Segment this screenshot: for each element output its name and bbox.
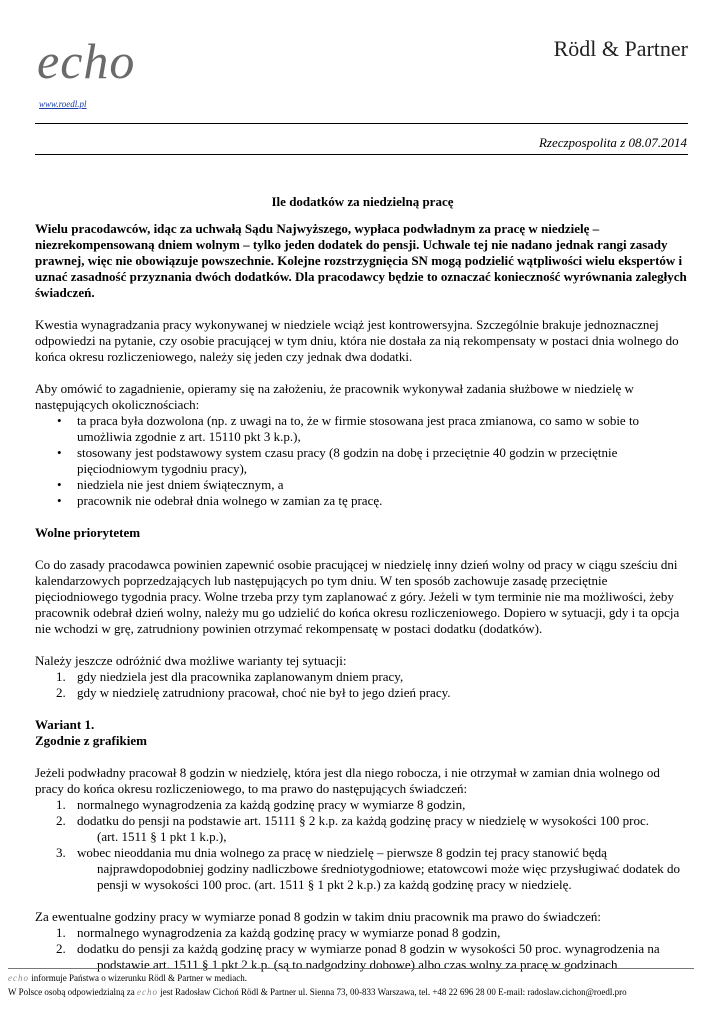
section-heading-wariant: Wariant 1. [35,717,95,732]
footer-line-1: echo informuje Państwa o wizerunku Rödl & Partner w mediach. [8,973,247,983]
list-item: • niedziela nie jest dniem świątecznym, a [57,477,284,492]
benefits-list-2 [35,925,690,973]
brand-logo: Rödl & Partner [553,36,688,61]
list-item: 2. dodatku do pensji na podstawie art. 15111 § 2 k.p. za każdą godzinę pracy w niedzielę w wysokości 100 proc. (art. 1511 § 1 pkt 1 k.p.), [56,813,649,844]
list-item: • ta praca była dozwolona (np. z uwagi na to, że w firmie stosowana jest praca zmianowa, co samo w sobie to umożliwia zgodnie z art. 15110 pkt 3 k.p.), [57,413,640,444]
list-item: 3. wobec nieoddania mu dnia wolnego za pracę w niedzielę – pierwsze 8 godzin tej pracy stanowić będą najprawdopodobniej godziny nadliczbowe średniotygodniowe; etatowcowi może więc przysługiwać dodatek do pensji w wysokości 100 proc. (art. 1511 § 1 pkt 2 k.p.) za każdą godzinę pracy w niedzielę. [56,845,681,892]
header-rule-bottom [35,154,688,155]
article-lead: Wielu pracodawców, idąc za uchwałą Sądu Najwyższego, wypłaca podwładnym za pracę w niedzielę – niezrekompensowaną dniem wolnym – tylko jeden dodatek do pensji. Uchwale tej nie nadano jednak rangi zasady prawnej, więc nie obowiązuje powszechnie. Kolejne rozstrzygnięcia SN mogą podzielić wątpliwości wielu ekspertów i uznać zasadność przyznania dwóch dodatków. Dla pracodawcy będzie to oznaczać konieczność wyrównania zaległych świadczeń. [35,221,687,300]
paragraph-4: Należy jeszcze odróżnić dwa możliwe warianty tej sytuacji: [35,653,347,668]
footer-line-2: W Polsce osobą odpowiedzialną za echo jest Radosław Cichoń Rödl & Partner ul. Sienna 73, 00-833 Warszawa, tel. +48 22 696 28 00 E-mail: radoslaw.cichon@roedl.pro [8,987,627,997]
header-rule-top [35,123,688,124]
list-item: 2. dodatku do pensji za każdą godzinę pracy w wymiarze ponad 8 godzin w wysokości 50 proc. wynagrodzenia na podstawie art. 1511 § 1 pkt 2 k.p. (są to nadgodziny dobowe) albo czas wolny za pracę w godzinach [56,941,660,972]
paragraph-5: Jeżeli podwładny pracował 8 godzin w niedzielę, która jest dla niego robocza, i nie otrzymał w zamian dnia wolnego od pracy do końca okresu rozliczeniowego, to ma prawo do następujących świadczeń: [35,765,660,796]
footer [8,971,708,999]
list-item: 1. gdy niedziela jest dla pracownika zaplanowanym dniem pracy, [56,669,404,684]
echo-logo: echo [37,33,136,89]
article-title: Ile dodatków za niedzielną pracę [271,194,454,209]
variants-list [35,669,690,701]
list-item: • stosowany jest podstawowy system czasu pracy (8 godzin na dobę i przeciętnie 40 godzin w przeciętnie pięciodniowym tygodniu pracy), [57,445,618,476]
footer-rule [8,968,694,969]
list-item: 2. gdy w niedzielę zatrudniony pracował, choć nie był to jego dzień pracy. [56,685,451,700]
paragraph-2: Aby omówić to zagadnienie, opieramy się na założeniu, że pracownik wykonywał zadania służbowe w niedzielę w następujących okolicznościach: [35,381,634,412]
section-heading-wolne: Wolne priorytetem [35,525,141,540]
source-date: Rzeczpospolita z 08.07.2014 [538,135,687,150]
footer-echo-mark: echo [8,973,29,983]
list-item: • pracownik nie odebrał dnia wolnego w zamian za tę pracę. [57,493,383,508]
article-body [35,221,690,973]
section-heading-grafik: Zgodnie z grafikiem [35,733,147,748]
paragraph-3: Co do zasady pracodawca powinien zapewnić osobie pracującej w niedzielę inny dzień wolny od pracy w ciągu sześciu dni kalendarzowych poprzedzających lub następujących po tym dniu. W ten sposób zachowuje zasadę przeciętnie pięciodniowego tygodnia pracy. Wolne trzeba przy tym zaplanować z góry. Jeżeli w tym terminie nie ma możliwości, żeby pracownik odebrał dzień wolny, należy mu go udzielić do końca okresu rozliczeniowego. Dopiero w sytuacji, gdy i ta opcja nie wchodzi w grę, zatrudniony powinien otrzymać rekompensatę w postaci dodatku (dodatków). [35,557,680,636]
paragraph-1: Kwestia wynagradzania pracy wykonywanej w niedziele wciąż jest kontrowersyjna. Szczególnie brakuje jednoznacznej odpowiedzi na pytanie, czy osobie pracującej w tym dniu, która nie dostała za nią rekompensaty w postaci dnia wolnego do końca okresu rozliczeniowego, należy się jeden czy jednak dwa dodatki. [35,317,679,364]
conditions-list [35,413,690,509]
paragraph-6: Za ewentualne godziny pracy w wymiarze ponad 8 godzin w takim dniu pracownik ma prawo do świadczeń: [35,909,602,924]
list-item: 1. normalnego wynagrodzenia za każdą godzinę pracy w wymiarze 8 godzin, [56,797,466,812]
website-link[interactable]: www.roedl.pl [39,99,87,109]
list-item: 1. normalnego wynagrodzenia za każdą godzinę pracy w wymiarze ponad 8 godzin, [56,925,501,940]
benefits-list-1 [35,797,690,893]
